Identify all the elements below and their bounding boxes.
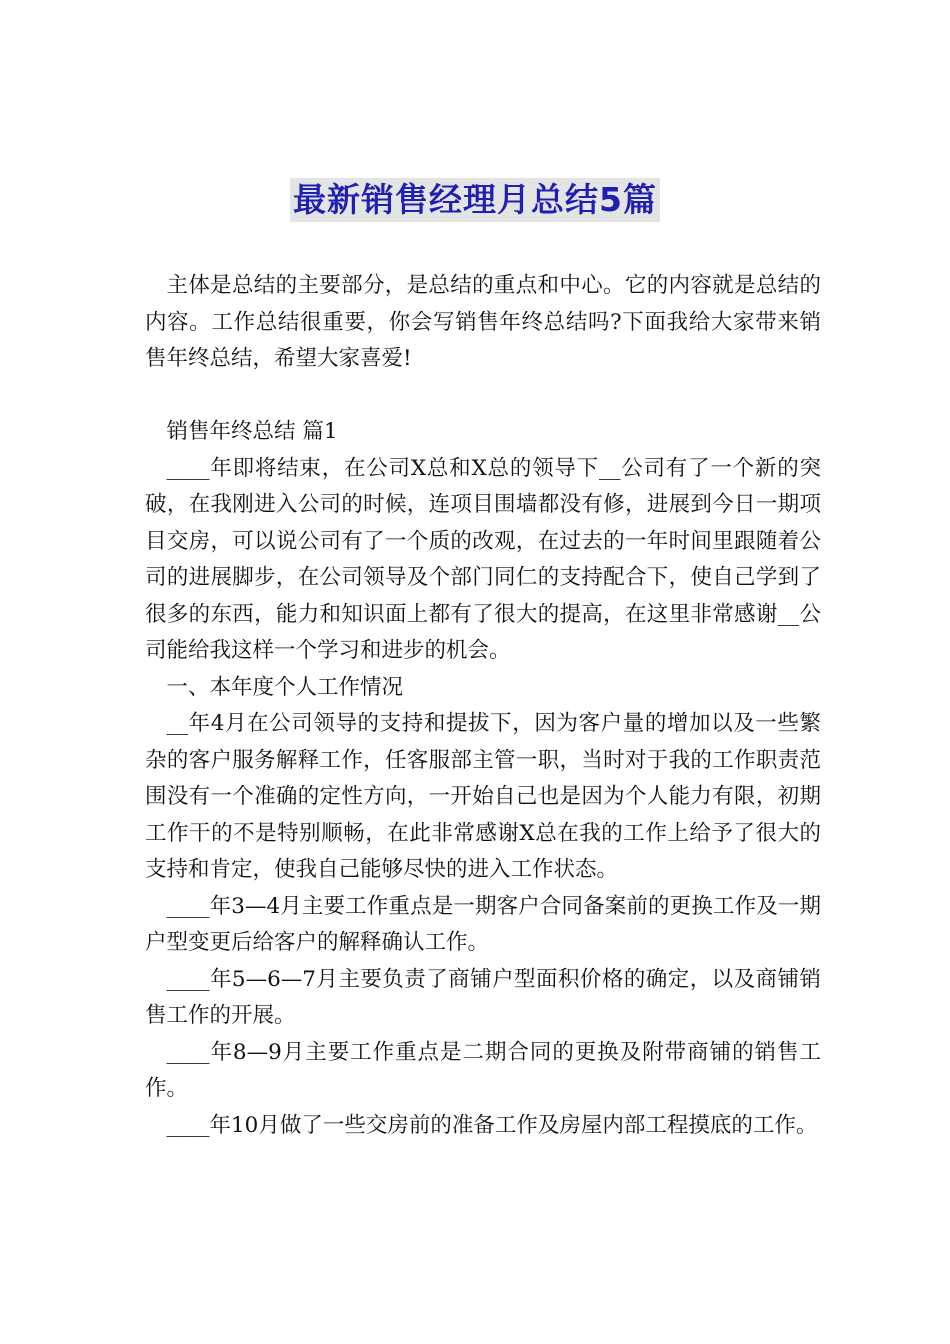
document-body — [145, 268, 821, 1144]
body-paragraph: ____年8—9月主要工作重点是二期合同的更换及附带商铺的销售工作。 — [145, 1039, 821, 1101]
body-paragraph: ____年10月做了一些交房前的准备工作及房屋内部工程摸底的工作。 — [166, 1112, 818, 1138]
body-paragraph: __年4月在公司领导的支持和提拔下，因为客户量的增加以及一些繁杂的客户服务解释工作，任客服部主管一职，当时对于我的工作职责范围没有一个准确的定性方向，一开始自己也是因为个人能力有限，初期工作干的不是特别顺畅，在此非常感谢X总在我的工作上给予了很大的支持和肯定，使我自己能够尽快的进入工作状态。 — [145, 711, 821, 882]
document-title: 最新销售经理月总结5篇 — [290, 178, 660, 222]
body-paragraph: ____年即将结束，在公司X总和X总的领导下__公司有了一个新的突破，在我刚进入公司的时候，连项目围墙都没有修，进展到今日一期项目交房，可以说公司有了一个质的改观，在过去的一年时间里跟随着公司的进展脚步，在公司领导及个部门同仁的支持配合下，使自己学到了很多的东西，能力和知识面上都有了很大的提高，在这里非常感谢__公司能给我这样一个学习和进步的机会。 — [145, 455, 821, 663]
subsection-heading: 一、本年度个人工作情况 — [166, 674, 404, 700]
body-paragraph: ____年3—4月主要工作重点是一期客户合同备案前的更换工作及一期户型变更后给客户的解释确认工作。 — [145, 893, 821, 955]
section-heading-part1: 销售年终总结 篇1 — [166, 419, 338, 444]
title-container — [0, 178, 950, 222]
intro-paragraph: 主体是总结的主要部分，是总结的重点和中心。它的内容就是总结的内容。工作总结很重要，你会写销售年终总结吗?下面我给大家带来销售年终总结，希望大家喜爱! — [145, 273, 821, 371]
body-paragraph: ____年5—6—7月主要负责了商铺户型面积价格的确定，以及商铺销售工作的开展。 — [145, 966, 821, 1028]
